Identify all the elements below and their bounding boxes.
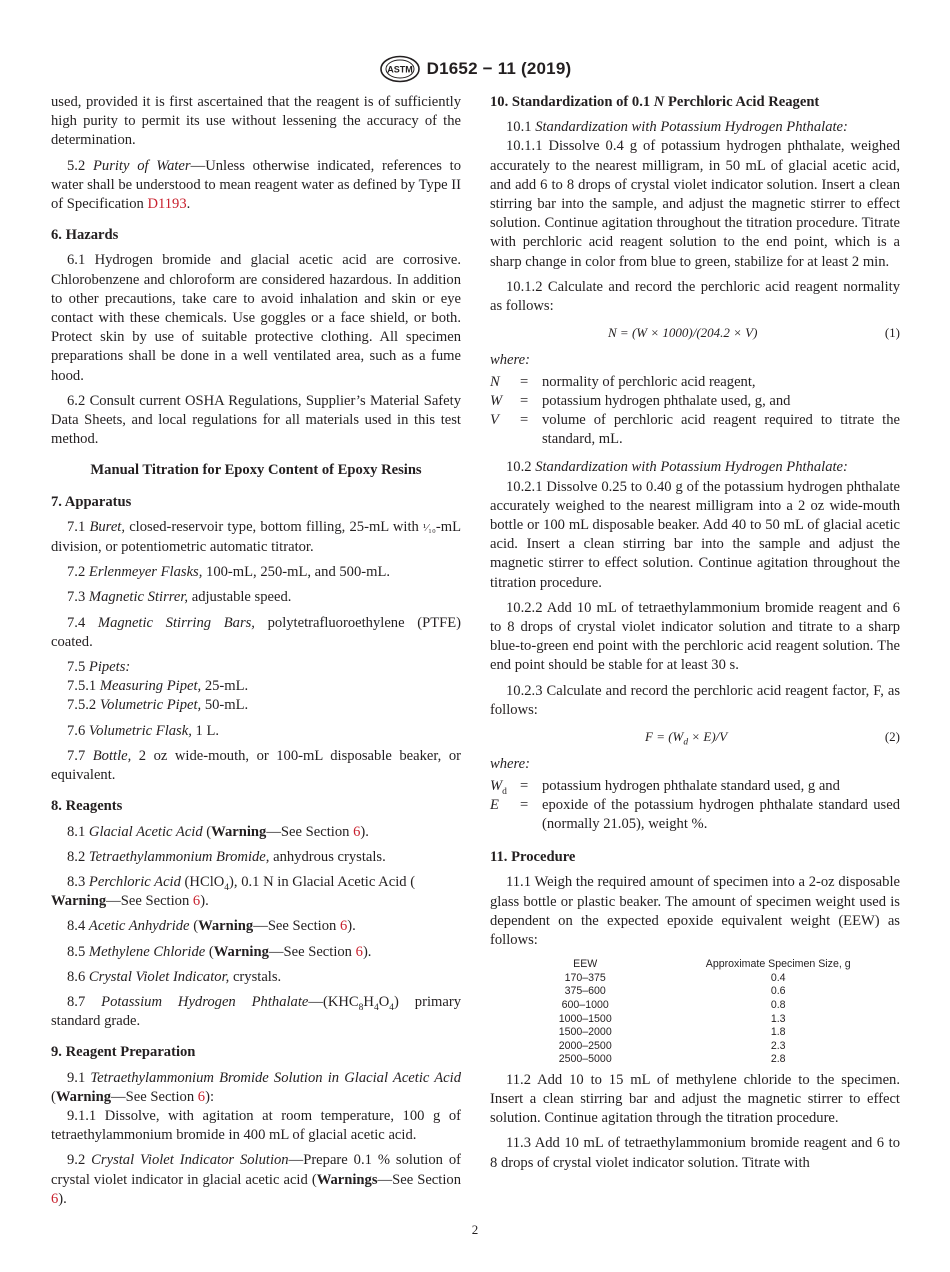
table-header: Approximate Specimen Size, g [705,958,851,971]
section-5-2: 5.2 Purity of Water—Unless otherwise indicated, references to water shall be understood to mean reagent water as defined by Type II of Specification D1193. [51,157,461,213]
table-header: EEW [573,958,598,971]
section-10-1: 10.1 Standardization with Potassium Hydrogen Phthalate: [506,119,848,136]
equation-1-number: (1) [884,325,900,341]
link-section-6[interactable]: 6 [355,943,363,960]
table-row: 2500–5000 2.8 [558,1053,786,1066]
where-label-1: where: [490,352,530,369]
section-9-1-1: 9.1.1 Dissolve, with agitation at room temperature, 100 g of tetraethylammonium bromide in 400 mL of glacial acetic acid. [51,1107,461,1144]
page-header [0,55,950,89]
section-10-2-1: 10.2.1 Dissolve 0.25 to 0.40 g of the potassium hydrogen phthalate accurately weighed to the nearest milligram into a 2 oz wide-mouth bottle or 100 mL disposable beaker. Add 40 to 50 mL of glacial acetic acid. Insert a clean stirring bar into the sample and adjust the magnetic stirrer to effect solution. Continue agitation throughout the titration procedure. [490,478,900,591]
section-8-4: 8.4 Acetic Anhydride (Warning—See Section 6). [67,918,356,935]
section-8-2: 8.2 Tetraethylammonium Bromide, anhydrous crystals. [67,848,386,865]
svg-text:ASTM: ASTM [386,64,413,75]
heading-standardization: 10. Standardization of 0.1 N Perchloric Acid Reagent [490,94,820,110]
table-row: 600–1000 0.8 [561,998,786,1011]
table-header-row [544,958,900,972]
right-column [490,93,900,1173]
heading-reagents: 8. Reagents [51,798,123,815]
definition-row: N = normality of perchloric acid reagent, [490,373,756,390]
link-section-6[interactable]: 6 [51,1190,59,1207]
section-8-6: 8.6 Crystal Violet Indicator, crystals. [67,968,282,985]
section-11-1: 11.1 Weigh the required amount of specimen into a 2-oz disposable glass bottle or plastic beaker. The amount of specimen weight used is dependent on the expected epoxide equivalent weight (EEW) as follows: [490,874,900,948]
equation-1-formula: N = (W × 1000)/(204.2 × V) [608,325,758,341]
table-row: 170–375 0.4 [564,971,786,984]
definition-row: $W_d$ = potassium hydrogen phthalate standard used, g and [490,777,840,797]
left-column [51,93,461,1209]
section-11-2: 11.2 Add 10 to 15 mL of methylene chloride to the specimen. Insert a clean stirring bar and adjust the magnetic stirrer to effect solution. Continue agitation through the titration procedure. [490,1071,900,1127]
table-row: 375–600 0.6 [564,985,786,998]
heading-procedure: 11. Procedure [490,849,576,866]
heading-hazards: 6. Hazards [51,227,119,244]
section-10-2: 10.2 Standardization with Potassium Hydrogen Phthalate: [506,459,848,476]
section-7-1: 7.1 Buret, closed-reservoir type, bottom filling, 25-mL with ¹⁄₁₀-mL division, or potentiometric automatic titrator. [51,518,461,556]
table-row: 2000–2500 2.3 [558,1039,786,1052]
section-10-2-3: 10.2.3 Calculate and record the perchloric acid reagent factor, F, as follows: [490,682,900,718]
section-11-3: 11.3 Add 10 mL of tetraethylammonium bromide reagent and 6 to 8 drops of crystal violet indicator solution. Titrate with [490,1135,900,1171]
document-designation: D1652 − 11 (2019) [426,59,572,79]
heading-apparatus: 7. Apparatus [51,493,132,510]
section-6-2: 6.2 Consult current OSHA Regulations, Supplier’s Material Safety Data Sheets, and local regulations for all materials used in this test method. [51,392,461,448]
link-section-6[interactable]: 6 [192,893,201,910]
link-d1193[interactable]: D1193 [147,196,187,213]
page-number: 2 [471,1222,479,1237]
definitions-1 [490,373,900,450]
section-7-3: 7.3 Magnetic Stirrer, adjustable speed. [67,589,292,606]
equation-2-number: (2) [884,729,900,745]
section-7-5: 7.5 Pipets: [67,659,131,676]
section-9-1: 9.1 Tetraethylammonium Bromide Solution in Glacial Acetic Acid (Warning—See Section 6): [51,1069,461,1105]
where-label-2: where: [490,756,530,773]
definition-row: E = epoxide of the potassium hydrogen phthalate standard used (normally 21.05), weight %. [490,796,900,832]
section-7-4: 7.4 Magnetic Stirring Bars, polytetrafluoroethylene (PTFE) coated. [51,614,461,650]
section-10-2-2: 10.2.2 Add 10 mL of tetraethylammonium bromide reagent and 6 to 8 drops of crystal violet indicator solution and titrate to a sharp blue-to-green end point with the perchloric acid reagent solution. The end point should be stable for at least 30 s. [490,599,900,674]
section-8-7: 8.7 Potassium Hydrogen $Phthalate—(KHC_8H_4O_4)$ primary standard grade. [51,993,461,1030]
section-7-5-2: 7.5.2 Volumetric Pipet, 50-mL. [67,697,249,714]
astm-logo-icon [379,55,421,83]
section-10-1-1: 10.1.1 Dissolve 0.4 g of potassium hydrogen phthalate, weighed accurately to the nearest milligram, in 50 mL of glacial acetic acid, and add 6 to 8 drops of crystal violet indicator solution. Insert a clean stirring bar into the sample, and adjust the magnetic stirrer to effect solution. Continue agitation throughout the titration procedure. Titrate with perchloric acid reagent solution to the end point, which is a sharp change in color from blue to green, stabilize for at least 2 min. [490,138,900,270]
definition-row: V = volume of perchloric acid reagent required to titrate the standard, mL. [490,412,900,448]
section-8-5: 8.5 Methylene Chloride (Warning—See Section 6). [67,943,372,960]
equation-2-formula: $F = (W_d \times E)/V$ [645,729,728,748]
heading-reagent-preparation: 9. Reagent Preparation [51,1044,196,1061]
equation-2 [490,727,900,746]
table-row: 1000–1500 1.3 [558,1012,786,1025]
section-10-1-2: 10.1.2 Calculate and record the perchloric acid reagent normality as follows: [490,278,900,315]
eew-specimen-table [544,958,900,1067]
section-9-2: 9.2 Crystal Violet Indicator Solution—Prepare 0.1 % solution of crystal violet indicator in glacial acetic acid (Warnings—See Section 6). [51,1152,461,1207]
heading-manual-titration: Manual Titration for Epoxy Content of Epoxy Resins [90,462,422,479]
section-7-5-1: 7.5.1 Measuring Pipet, 25-mL. [67,678,249,695]
link-section-6[interactable]: 6 [339,918,348,935]
equation-1 [490,323,900,342]
section-8-3: 8.3 Perchloric Acid (HClO$_4$), 0.1 N in Glacial Acetic Acid ( Warning—See Section 6). [51,873,416,910]
section-7-6: 7.6 Volumetric Flask, 1 L. [67,722,220,739]
paragraph-continued: used, provided it is first ascertained that the reagent is of sufficiently high purity to permit its use without lessening the accuracy of the determination. [51,94,461,149]
link-section-6[interactable]: 6 [353,823,361,840]
table-row: 1500–2000 1.8 [558,1026,786,1039]
section-6-1: 6.1 Hydrogen bromide and glacial acetic acid are corrosive. Chlorobenzene and chloroform are considered hazardous. In addition to other precautions, take care to avoid inhalation and skin or eye contact with these chemicals. Use goggles or a face shield, or both. Protect skin by use of suitable protective clothing. All specimen preparations shall be done in a well ventilated area, such as a fume hood. [51,252,461,384]
section-7-2: 7.2 Erlenmeyer Flasks, 100-mL, 250-mL, and 500-mL. [67,564,391,581]
definition-row: W = potassium hydrogen phthalate used, g, and [490,392,791,409]
section-8-1: 8.1 Glacial Acetic Acid (Warning—See Section 6). [67,823,369,840]
definitions-2 [490,777,900,835]
section-7-7: 7.7 Bottle, 2 oz wide-mouth, or 100-mL disposable beaker, or equivalent. [51,747,461,784]
link-section-6[interactable]: 6 [197,1088,206,1105]
